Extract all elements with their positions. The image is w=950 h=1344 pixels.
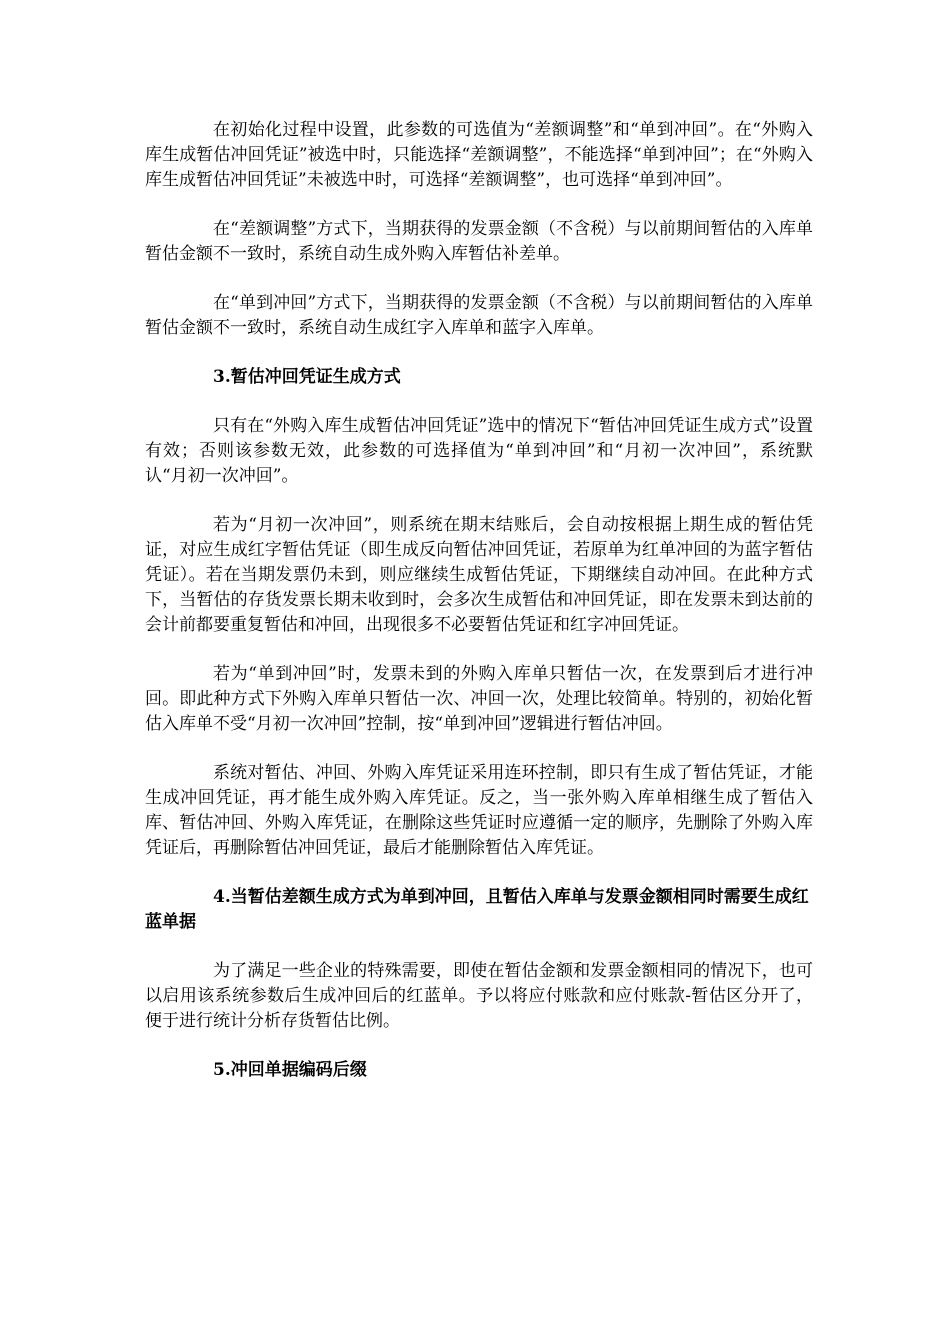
paragraph-4: 只有在“外购入库生成暂估冲回凭证”选中的情况下“暂估冲回凭证生成方式”设置有效；否则该参数无效，此参数的可选择值为“单到冲回”和“月初一次冲回”，系统默认“月初一次冲回”。 (145, 416, 813, 486)
paragraph-5: 若为“月初一次冲回”，则系统在期末结账后，会自动按根据上期生成的暂估凭证，对应生成红字暂估凭证（即生成反向暂估冲回凭证，若原单为红单冲回的为蓝字暂估凭证）。若在当期发票仍未到，则应继续生成暂估凭证，下期继续自动冲回。在此种方式下，当暂估的存货发票长期未收到时，会多次生成暂估和冲回凭证，即在发票未到达前的会计前都要重复暂估和冲回，出现很多不必要暂估凭证和红字冲回凭证。 (145, 515, 813, 635)
paragraph-2: 在“差额调整”方式下，当期获得的发票金额（不含税）与以前期间暂估的入库单暂估金额不一致时，系统自动生成外购入库暂估补差单。 (145, 219, 813, 264)
section-heading-5: 5.冲回单据编码后缀 (213, 1060, 367, 1080)
paragraph-8: 为了满足一些企业的特殊需要，即使在暂估金额和发票金额相同的情况下，也可以启用该系统参数后生成冲回后的红蓝单。予以将应付账款和应付账款-暂估区分开了，便于进行统计分析存货暂估比例。 (145, 961, 813, 1031)
paragraph-1: 在初始化过程中设置，此参数的可选值为“差额调整”和“单到冲回”。在“外购入库生成暂估冲回凭证”被选中时，只能选择“差额调整”，不能选择“单到冲回”；在“外购入库生成暂估冲回凭证”未被选中时，可选择“差额调整”，也可选择“单到冲回”。 (145, 120, 813, 190)
section-heading-3: 3.暂估冲回凭证生成方式 (213, 367, 401, 387)
paragraph-3: 在“单到冲回”方式下，当期获得的发票金额（不含税）与以前期间暂估的入库单暂估金额不一致时，系统自动生成红字入库单和蓝字入库单。 (145, 293, 813, 338)
section-heading-4: 4.当暂估差额生成方式为单到冲回，且暂估入库单与发票金额相同时需要生成红蓝单据 (145, 887, 809, 932)
document-body (145, 118, 813, 1083)
paragraph-7: 系统对暂估、冲回、外购入库凭证采用连环控制，即只有生成了暂估凭证，才能生成冲回凭证，再才能生成外购入库凭证。反之，当一张外购入库单相继生成了暂估入库、暂估冲回、外购入库凭证，在删除这些凭证时应遵循一定的顺序，先删除了外购入库凭证后，再删除暂估冲回凭证，最后才能删除暂估入库凭证。 (145, 763, 813, 858)
paragraph-6: 若为“单到冲回”时，发票未到的外购入库单只暂估一次，在发票到后才进行冲回。即此种方式下外购入库单只暂估一次、冲回一次，处理比较简单。特别的，初始化暂估入库单不受“月初一次冲回”控制，按“单到冲回”逻辑进行暂估冲回。 (145, 664, 813, 734)
